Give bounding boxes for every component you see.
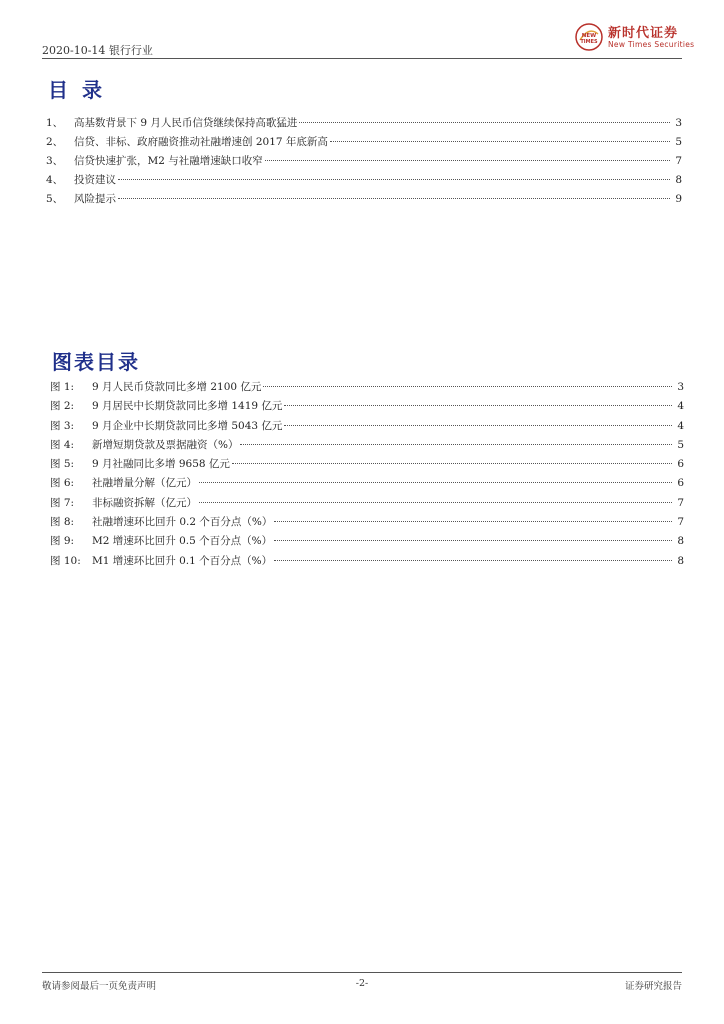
page-header bbox=[42, 26, 695, 58]
toc-title: 目录 bbox=[48, 78, 116, 102]
figure-item-title[interactable]: 9 月企业中长期贷款同比多增 5043 亿元 bbox=[92, 419, 283, 432]
toc-item[interactable] bbox=[46, 115, 682, 134]
figure-item[interactable] bbox=[50, 553, 684, 572]
page-number: -2- bbox=[355, 978, 369, 989]
svg-text:TIMES: TIMES bbox=[580, 39, 598, 45]
figure-item-title[interactable]: 9 月社融同比多增 9658 亿元 bbox=[92, 458, 230, 471]
figure-item-label: 图 8: bbox=[50, 516, 75, 529]
figure-leader-dots bbox=[284, 425, 672, 426]
toc-item-title[interactable]: 投资建议 bbox=[74, 174, 116, 186]
toc-item-page: 8 bbox=[675, 174, 682, 186]
company-logo bbox=[574, 22, 714, 56]
toc-item-number: 2、 bbox=[46, 136, 64, 148]
logo-name-cn: 新时代证券 bbox=[608, 26, 679, 41]
figure-leader-dots bbox=[274, 540, 672, 541]
figure-item-title[interactable]: 社融增速环比回升 0.2 个百分点（%） bbox=[92, 516, 273, 529]
figure-item-page: 5 bbox=[677, 438, 684, 451]
figure-item-page: 8 bbox=[677, 554, 684, 567]
figure-list-title: 图表目录 bbox=[52, 350, 140, 374]
figure-item-title[interactable]: 9 月人民币贷款同比多增 2100 亿元 bbox=[92, 381, 262, 393]
figure-item[interactable] bbox=[50, 514, 684, 533]
figure-item[interactable] bbox=[50, 418, 684, 437]
figure-item-label: 图 3: bbox=[50, 419, 75, 432]
figure-leader-dots bbox=[263, 386, 672, 387]
toc-item-number: 1、 bbox=[46, 117, 64, 129]
toc-item[interactable] bbox=[46, 134, 682, 153]
toc-item-page: 9 bbox=[675, 193, 682, 205]
footer-divider bbox=[42, 972, 682, 973]
figure-item-label: 图 7: bbox=[50, 496, 75, 509]
figure-item-page: 8 bbox=[677, 535, 684, 548]
toc-leader-dots bbox=[265, 160, 670, 161]
figure-item-label: 图 10: bbox=[50, 554, 81, 567]
toc-item[interactable] bbox=[46, 191, 682, 210]
figure-item[interactable] bbox=[50, 379, 684, 398]
toc-item-page: 7 bbox=[675, 155, 682, 167]
figure-item-page: 4 bbox=[677, 419, 684, 432]
toc-leader-dots bbox=[330, 141, 670, 142]
figure-leader-dots bbox=[199, 502, 672, 503]
figure-leader-dots bbox=[274, 521, 672, 522]
figure-leader-dots bbox=[274, 560, 672, 561]
figure-item-title[interactable]: 9 月居民中长期贷款同比多增 1419 亿元 bbox=[92, 400, 283, 413]
toc-item-title[interactable]: 高基数背景下 9 月人民币信贷继续保持高歌猛进 bbox=[74, 117, 298, 129]
figure-item-label: 图 9: bbox=[50, 535, 75, 548]
toc-item-title[interactable]: 信贷、非标、政府融资推动社融增速创 2017 年底新高 bbox=[74, 136, 328, 148]
logo-name-en: New Times Securities bbox=[608, 40, 695, 49]
figure-item[interactable] bbox=[50, 437, 684, 456]
header-divider bbox=[42, 58, 682, 59]
figure-leader-dots bbox=[232, 463, 672, 464]
figure-item-title[interactable]: 新增短期贷款及票据融资（%） bbox=[92, 438, 239, 451]
figure-item[interactable] bbox=[50, 475, 684, 494]
figure-item-page: 7 bbox=[677, 516, 684, 529]
figure-item-label: 图 5: bbox=[50, 458, 75, 471]
toc-item-title[interactable]: 信贷快速扩张，M2 与社融增速缺口收窄 bbox=[74, 155, 263, 167]
figure-leader-dots bbox=[199, 482, 672, 483]
figure-item-label: 图 4: bbox=[50, 438, 75, 451]
toc-leader-dots bbox=[299, 122, 670, 123]
page-footer bbox=[42, 972, 682, 994]
figure-leader-dots bbox=[240, 444, 672, 445]
figure-item-page: 7 bbox=[677, 496, 684, 509]
footer-report-type: 证券研究报告 bbox=[624, 981, 682, 992]
figure-item[interactable] bbox=[50, 533, 684, 552]
figure-item-page: 6 bbox=[677, 458, 684, 471]
toc-item-number: 5、 bbox=[46, 193, 64, 205]
figure-item-title[interactable]: M2 增速环比回升 0.5 个百分点（%） bbox=[92, 535, 273, 548]
table-of-contents bbox=[46, 115, 682, 210]
figure-list bbox=[50, 379, 684, 572]
toc-leader-dots bbox=[118, 179, 670, 180]
figure-item[interactable] bbox=[50, 398, 684, 417]
figure-item-label: 图 6: bbox=[50, 477, 75, 490]
toc-leader-dots bbox=[118, 198, 670, 199]
figure-leader-dots bbox=[284, 405, 672, 406]
figure-item-label: 图 2: bbox=[50, 400, 75, 413]
toc-item[interactable] bbox=[46, 153, 682, 172]
toc-item-number: 4、 bbox=[46, 174, 64, 186]
header-date-section: 2020-10-14 银行行业 bbox=[42, 44, 153, 57]
logo-emblem-icon bbox=[574, 22, 604, 52]
figure-item-page: 3 bbox=[677, 381, 684, 393]
toc-item[interactable] bbox=[46, 172, 682, 191]
toc-item-page: 3 bbox=[675, 117, 682, 129]
figure-item[interactable] bbox=[50, 495, 684, 514]
figure-item-title[interactable]: 非标融资拆解（亿元） bbox=[92, 496, 197, 509]
toc-item-page: 5 bbox=[675, 136, 682, 148]
figure-item-label: 图 1: bbox=[50, 381, 75, 393]
footer-disclaimer-note[interactable]: 敬请参阅最后一页免责声明 bbox=[42, 981, 157, 992]
svg-text:NEW: NEW bbox=[581, 33, 597, 39]
toc-item-title[interactable]: 风险提示 bbox=[74, 193, 116, 205]
figure-item-page: 4 bbox=[677, 400, 684, 413]
figure-item-title[interactable]: M1 增速环比回升 0.1 个百分点（%） bbox=[92, 554, 273, 567]
figure-item-title[interactable]: 社融增量分解（亿元） bbox=[92, 477, 197, 490]
toc-item-number: 3、 bbox=[46, 155, 64, 167]
figure-item-page: 6 bbox=[677, 477, 684, 490]
figure-item[interactable] bbox=[50, 456, 684, 475]
